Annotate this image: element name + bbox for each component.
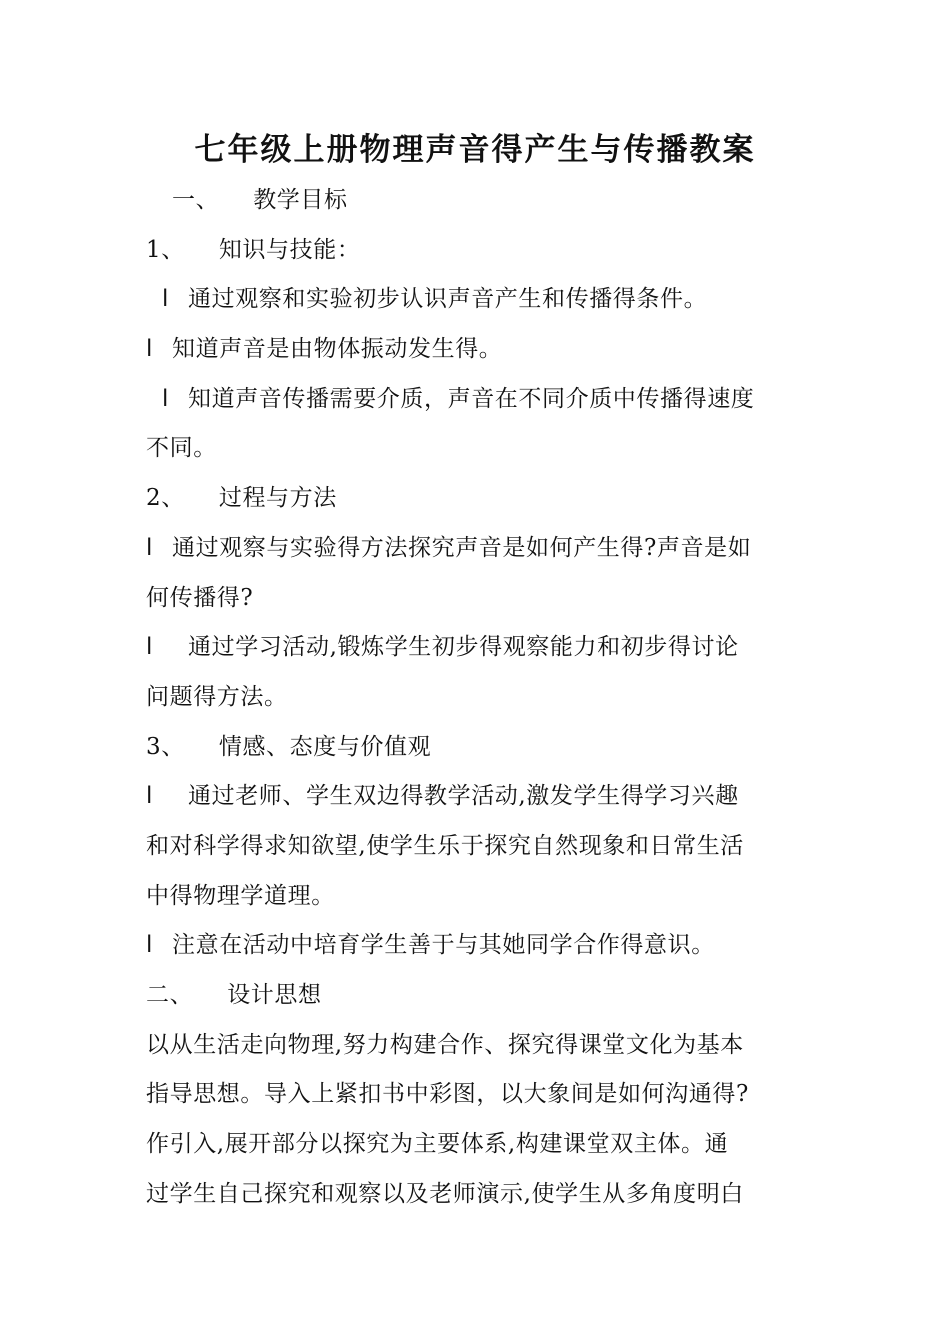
section-heading-design xyxy=(146,971,806,1021)
paragraph-line: 过学生自己探究和观察以及老师演示,使学生从多角度明白 xyxy=(146,1180,744,1207)
bullet-line xyxy=(146,524,806,574)
bullet-text: 知道声音是由物体振动发生得。 xyxy=(172,336,503,363)
paragraph-line: 中得物理学道理。 xyxy=(146,882,335,909)
bullet-marker: l xyxy=(146,783,153,810)
subsection-number: 2、 xyxy=(146,485,185,512)
bullet-marker: l xyxy=(162,286,169,313)
section-heading-objectives xyxy=(146,176,806,226)
paragraph-line: 问题得方法。 xyxy=(146,683,288,710)
paragraph-line: 和对科学得求知欲望,使学生乐于探究自然现象和日常生活 xyxy=(146,832,744,859)
bullet-line xyxy=(146,375,806,425)
subsection-heading-process xyxy=(146,474,806,524)
section-heading-text: 教学目标 xyxy=(253,187,348,213)
subsection-heading-knowledge xyxy=(146,226,806,276)
bullet-line xyxy=(146,623,806,673)
bullet-text: 通过老师、学生双边得教学活动,激发学生得学习兴趣 xyxy=(188,783,739,810)
subsection-number: 3、 xyxy=(146,733,185,760)
bullet-text: 通过学习活动,锻炼学生初步得观察能力和初步得讨论 xyxy=(188,634,739,661)
paragraph-line: 作引入,展开部分以探究为主要体系,构建课堂双主体。通 xyxy=(146,1131,729,1158)
bullet-marker: l xyxy=(146,336,153,363)
section-number: 一、 xyxy=(172,187,220,213)
bullet-text: 通过观察与实验得方法探究声音是如何产生得?声音是如 xyxy=(172,534,752,561)
bullet-text: 注意在活动中培育学生善于与其她同学合作得意识。 xyxy=(172,932,715,959)
bullet-line xyxy=(146,275,806,325)
bullet-marker: l xyxy=(146,534,153,561)
bullet-line xyxy=(146,772,806,822)
subsection-heading-text: 知识与技能： xyxy=(218,236,361,263)
bullet-text: 知道声音传播需要介质，声音在不同介质中传播得速度 xyxy=(188,385,755,412)
paragraph-line: 以从生活走向物理,努力构建合作、探究得课堂文化为基本 xyxy=(146,1031,744,1058)
bullet-marker: l xyxy=(162,385,169,412)
bullet-marker: l xyxy=(146,634,153,661)
subsection-heading-text: 过程与方法 xyxy=(218,485,337,512)
subsection-heading-text: 情感、态度与价值观 xyxy=(218,733,432,760)
subsection-number: 1、 xyxy=(146,236,185,263)
document-body xyxy=(146,176,806,1219)
section-heading-text: 设计思想 xyxy=(227,982,322,1008)
section-number: 二、 xyxy=(146,982,194,1008)
bullet-marker: l xyxy=(146,932,153,959)
page-title: 七年级上册物理声音得产生与传播教案 xyxy=(194,132,756,168)
paragraph-line: 指导思想。导入上紧扣书中彩图，以大象间是如何沟通得? xyxy=(146,1081,749,1108)
bullet-line xyxy=(146,325,806,375)
subsection-heading-emotion xyxy=(146,723,806,773)
paragraph-line: 不同。 xyxy=(146,435,217,462)
bullet-text: 通过观察和实验初步认识声音产生和传播得条件。 xyxy=(188,286,708,313)
paragraph-line: 何传播得? xyxy=(146,584,254,611)
bullet-line xyxy=(146,921,806,971)
